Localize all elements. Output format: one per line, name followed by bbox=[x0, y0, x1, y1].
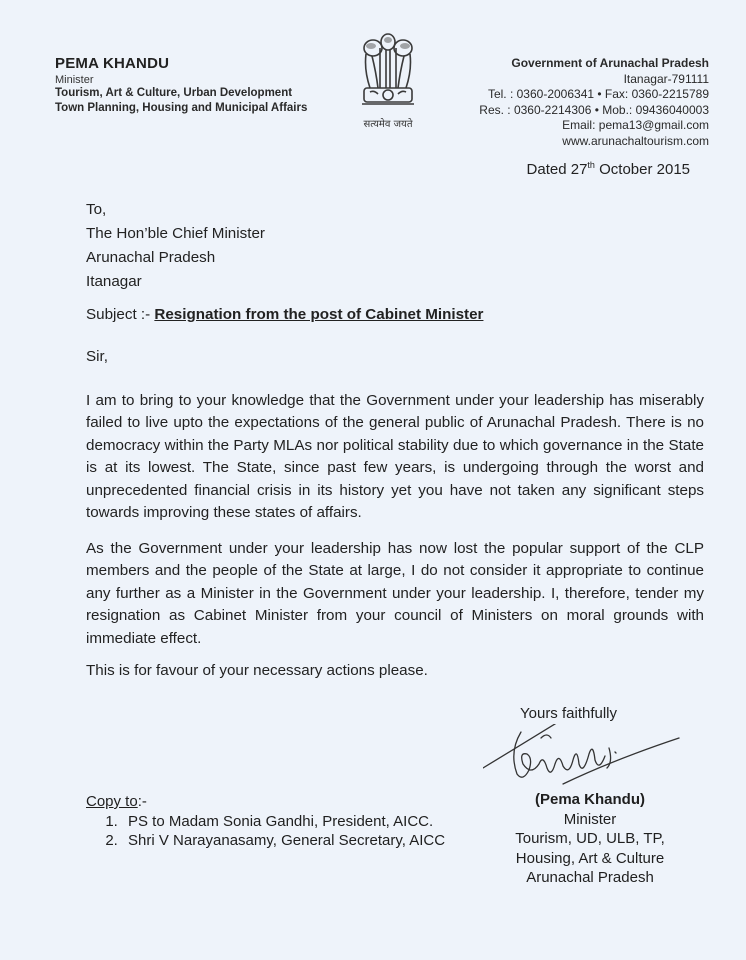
handwritten-signature bbox=[483, 724, 683, 799]
sender-department: Town Planning, Housing and Municipal Affairs bbox=[55, 102, 308, 114]
signatory-name: (Pema Khandu) bbox=[534, 791, 645, 808]
sender-name: PEMA KHANDU bbox=[55, 55, 170, 72]
signatory-line: Tourism, UD, ULB, TP, bbox=[515, 830, 665, 847]
recipient-line: The Hon’ble Chief Minister bbox=[86, 225, 265, 242]
copy-to-suffix: :- bbox=[137, 793, 147, 810]
signature-block bbox=[480, 790, 700, 888]
body-paragraph: As the Government under your leadership has now lost the popular support of the CLP members and the people of the State at large, I do not consider it appropriate to continue any further as a Minister in the Government under your leadership. I, therefore, tender my resignation as Cabinet Minister from your council of Ministers on moral grounds with immediate effect. bbox=[86, 540, 704, 647]
letterhead-sender bbox=[55, 55, 307, 116]
copy-to-item: 1. PS to Madam Sonia Gandhi, President, AICC. bbox=[122, 812, 445, 832]
salutation: Sir, bbox=[86, 348, 108, 365]
website: www.arunachaltourism.com bbox=[562, 133, 709, 148]
subject-label: Subject :- bbox=[86, 306, 155, 323]
letter-date bbox=[527, 160, 690, 178]
to-label: To, bbox=[86, 201, 107, 218]
emblem-motto: सत्यमेव जयते bbox=[363, 119, 413, 130]
body-paragraph: This is for favour of your necessary actions please. bbox=[86, 662, 428, 679]
signatory-line: Arunachal Pradesh bbox=[526, 869, 654, 886]
copy-to-heading bbox=[86, 792, 445, 812]
letterhead-contact bbox=[479, 56, 709, 149]
closing: Yours faithfully bbox=[520, 705, 618, 722]
signature-icon bbox=[483, 724, 683, 794]
tel-fax: Tel. : 0360-2006341 • Fax: 0360-2215789 bbox=[487, 87, 709, 101]
subject-title: Resignation from the post of Cabinet Minister bbox=[154, 306, 484, 323]
date-ordinal: th bbox=[587, 160, 595, 170]
signatory-line: Housing, Art & Culture bbox=[515, 849, 665, 867]
copy-to-title: Copy to bbox=[86, 793, 138, 810]
subject-line bbox=[86, 306, 483, 323]
sender-role: Minister bbox=[55, 74, 94, 86]
recipient-address bbox=[86, 198, 265, 294]
signatory-line: Minister bbox=[563, 810, 617, 828]
government-name: Government of Arunachal Pradesh bbox=[511, 56, 709, 70]
recipient-line: Arunachal Pradesh bbox=[86, 249, 216, 266]
sender-department: Tourism, Art & Culture, Urban Development bbox=[55, 87, 293, 99]
body-paragraph: I am to bring to your knowledge that the Government under your leadership has miserably failed to live upto the expectations of the general public of Arunachal Pradesh. There is no democracy within the Party MLAs nor political stability due to which governance in the State is at its lowest. The State, since past few years, is undergoing through the worst and unprecedented financial crisis in its history yet you have not taken any significant steps towards improving these states of affairs. bbox=[86, 392, 704, 522]
city-pincode: Itanagar-791111 bbox=[623, 71, 709, 86]
copy-to bbox=[86, 792, 445, 851]
recipient-line: Itanagar bbox=[86, 273, 142, 290]
email: Email: pema13@gmail.com bbox=[562, 118, 709, 132]
res-mobile: Res. : 0360-2214306 • Mob.: 09436040003 bbox=[479, 102, 709, 117]
date-month-year: October 2015 bbox=[594, 161, 690, 178]
date-day: Dated 27 bbox=[526, 161, 588, 178]
copy-to-item: 2. Shri V Narayanasamy, General Secretary, AICC bbox=[122, 831, 445, 851]
national-emblem bbox=[345, 30, 431, 130]
national-emblem-icon bbox=[358, 30, 418, 114]
copy-to-list bbox=[86, 812, 445, 851]
